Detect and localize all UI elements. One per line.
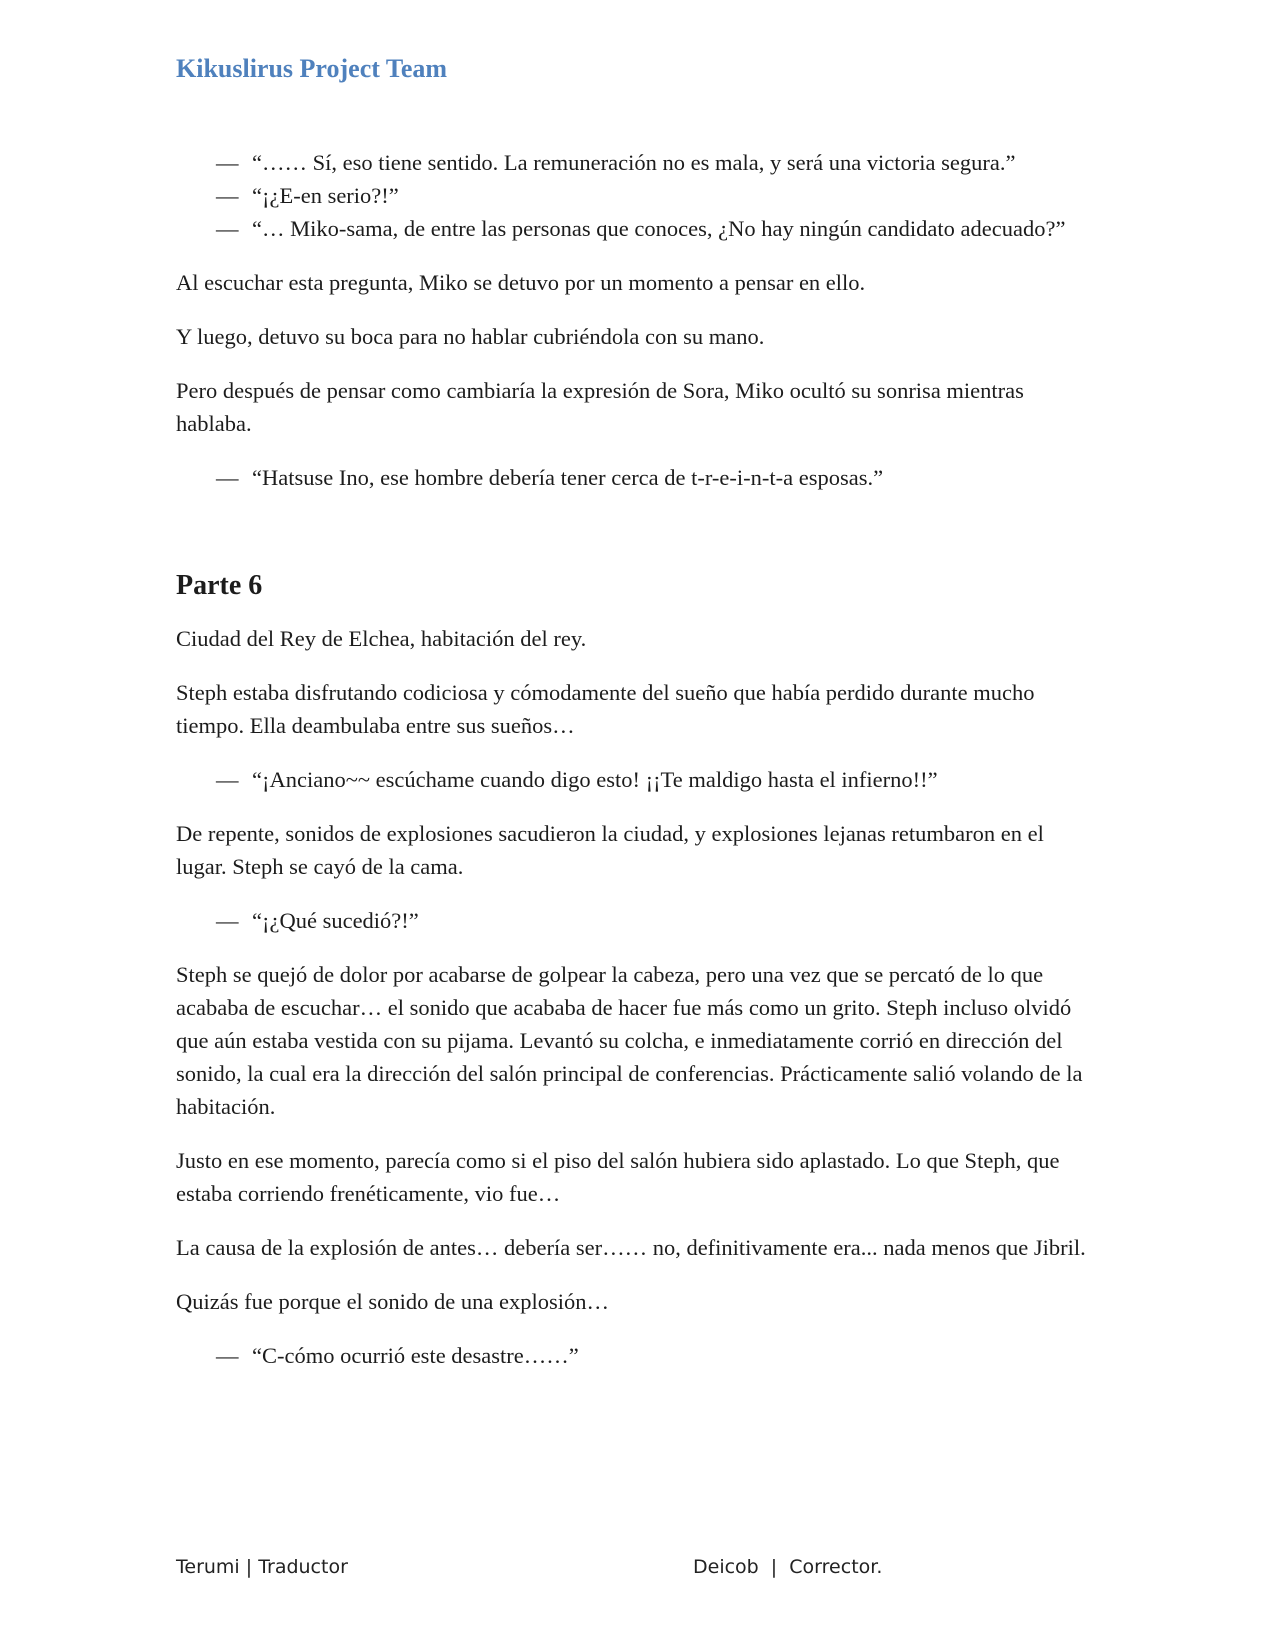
dialogue-dash: — [216,465,239,490]
paragraph: Steph estaba disfrutando codiciosa y cómodamente del sueño que había perdido durante mucho tiempo. Ella deambulaba entre sus sueños… [176,680,1035,738]
dialogue-text: “¡¿Qué sucedió?!” [252,908,419,933]
dialogue-line [176,461,1096,494]
dialogue-line [176,179,1096,212]
dialogue-list [176,146,1096,245]
footer-proofreader: Deicob | Corrector. [693,1556,883,1578]
dialogue-list [176,461,1096,494]
paragraph: Quizás fue porque el sonido de una explosión… [176,1289,610,1314]
dialogue-dash: — [216,183,239,208]
paragraph: La causa de la explosión de antes… debería ser…… no, definitivamente era... nada menos que Jibril. [176,1235,1086,1260]
dialogue-text: “… Miko-sama, de entre las personas que conoces, ¿No hay ningún candidato adecuado?” [252,216,1066,241]
dialogue-dash: — [216,908,239,933]
dialogue-text: “Hatsuse Ino, ese hombre debería tener cerca de t-r-e-i-n-t-a esposas.” [252,465,884,490]
dialogue-line [176,146,1096,179]
footer-translator: Terumi | Traductor [176,1556,348,1578]
dialogue-text: “¡¿E-en serio?!” [252,183,399,208]
page-header-title: Kikuslirus Project Team [176,54,448,83]
paragraph: Ciudad del Rey de Elchea, habitación del rey. [176,626,587,651]
dialogue-text: “¡Anciano~~ escúchame cuando digo esto! ¡¡Te maldigo hasta el infierno!!” [252,767,938,792]
dialogue-list [176,904,1096,937]
dialogue-dash: — [216,767,239,792]
paragraph: Justo en ese momento, parecía como si el piso del salón hubiera sido aplastado. Lo que Steph, que estaba corriendo frenéticamente, vio fue… [176,1148,1060,1206]
dialogue-dash: — [216,216,239,241]
dialogue-dash: — [216,150,239,175]
section-heading: Parte 6 [176,570,263,601]
paragraph: De repente, sonidos de explosiones sacudieron la ciudad, y explosiones lejanas retumbaron en el lugar. Steph se cayó de la cama. [176,821,1044,879]
dialogue-line [176,1339,1096,1372]
paragraph: Y luego, detuvo su boca para no hablar cubriéndola con su mano. [176,324,765,349]
dialogue-list [176,763,1096,796]
dialogue-text: “…… Sí, eso tiene sentido. La remuneración no es mala, y será una victoria segura.” [252,150,1016,175]
paragraph: Steph se quejó de dolor por acabarse de golpear la cabeza, pero una vez que se percató de lo que acababa de escuchar… el sonido que acababa de hacer fue más como un grito. Steph incluso olvidó que aún estaba vestida con su pijama. Levantó su colcha, e inmediatamente corrió en dirección del sonido, la cual era la dirección del salón principal de conferencias. Prácticamente salió volando de la habitación. [176,962,1083,1119]
dialogue-dash: — [216,1343,239,1368]
dialogue-line [176,904,1096,937]
dialogue-line [176,763,1096,796]
paragraph: Pero después de pensar como cambiaría la expresión de Sora, Miko ocultó su sonrisa mientras hablaba. [176,378,1024,436]
document-body [176,146,1096,1393]
paragraph: Al escuchar esta pregunta, Miko se detuvo por un momento a pensar en ello. [176,270,866,295]
dialogue-line [176,212,1096,245]
dialogue-list [176,1339,1096,1372]
dialogue-text: “C-cómo ocurrió este desastre……” [252,1343,579,1368]
